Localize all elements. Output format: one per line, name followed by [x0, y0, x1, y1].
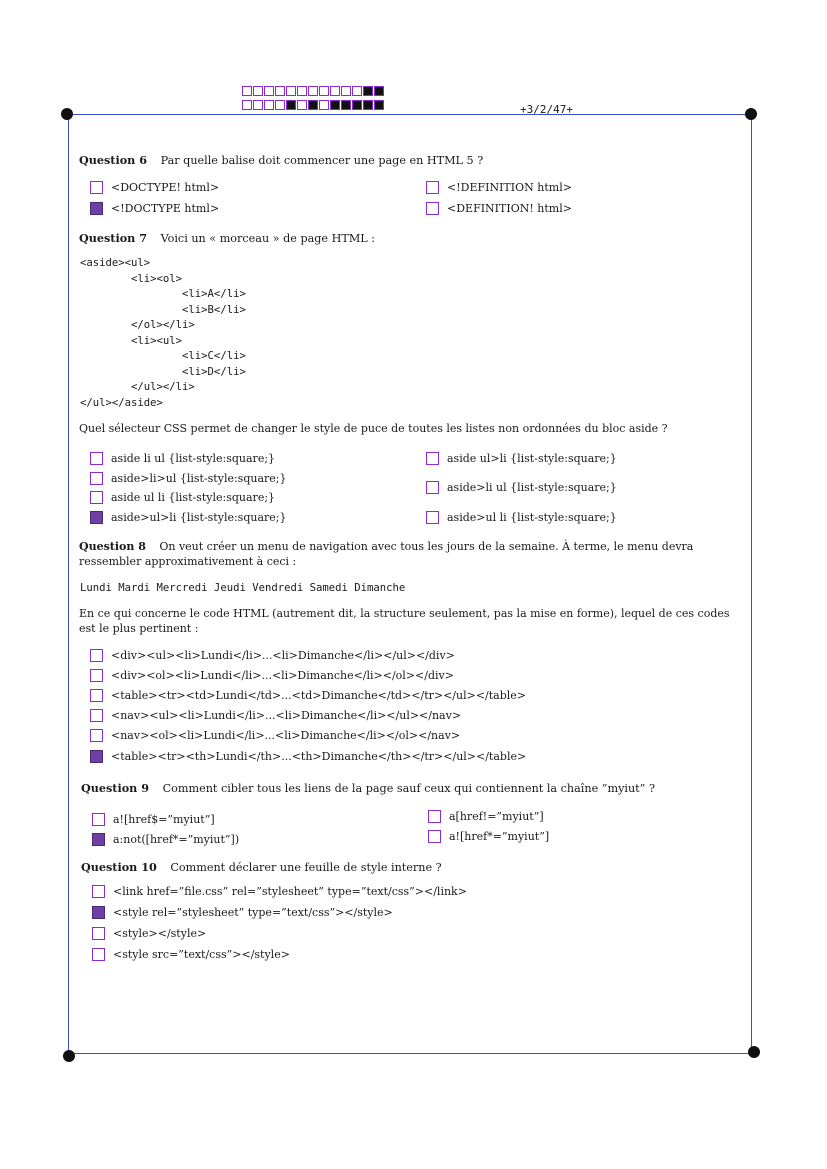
choice-item[interactable] [92, 948, 290, 961]
checkbox[interactable] [90, 649, 103, 662]
choice-item[interactable] [92, 833, 239, 846]
choice-item[interactable] [426, 202, 572, 215]
choice-label: aside>ul>li {list-style:square;} [111, 511, 287, 524]
checkbox[interactable] [90, 729, 103, 742]
checkbox[interactable] [426, 452, 439, 465]
question-label: Question 9 [81, 781, 149, 795]
barcode-cell [297, 86, 307, 96]
barcode-cell [253, 100, 263, 110]
question-text: Comment déclarer une feuille de style interne ? [170, 861, 442, 874]
question-text: Comment cibler tous les liens de la page sauf ceux qui contiennent la chaîne ”myiut” ? [162, 782, 655, 795]
checkbox[interactable] [90, 181, 103, 194]
choice-item[interactable] [90, 649, 455, 662]
checkbox[interactable] [90, 202, 103, 215]
checkbox[interactable] [90, 472, 103, 485]
choice-label: <!DOCTYPE html> [111, 202, 220, 215]
choice-label: aside>ul li {list-style:square;} [447, 511, 617, 524]
barcode-cell [319, 100, 329, 110]
question-text: Par quelle balise doit commencer une page en HTML 5 ? [160, 154, 484, 167]
choice-item[interactable] [92, 885, 467, 898]
choice-item[interactable] [90, 202, 219, 215]
barcode-row [242, 100, 385, 112]
barcode-cell [242, 86, 252, 96]
choice-item[interactable] [426, 481, 617, 494]
checkbox[interactable] [90, 689, 103, 702]
checkbox[interactable] [90, 511, 103, 524]
choice-label: <style src=”text/css”></style> [113, 948, 290, 961]
corner-mark [63, 1050, 75, 1062]
choice-label: <div><ol><li>Lundi</li>...<li>Dimanche</li></ol></div> [111, 669, 454, 682]
barcode-cell [308, 86, 318, 96]
barcode-cell [242, 100, 252, 110]
checkbox[interactable] [90, 709, 103, 722]
barcode-cell [253, 86, 263, 96]
barcode-cell [341, 100, 351, 110]
choice-item[interactable] [426, 511, 617, 524]
menu-sample: Lundi Mardi Mercredi Jeudi Vendredi Samedi Dimanche [80, 582, 406, 594]
checkbox[interactable] [92, 948, 105, 961]
question-text: Voici un « morceau » de page HTML : [160, 232, 376, 245]
choice-label: <link href=”file.css” rel=”stylesheet” type=”text/css”></link> [113, 885, 467, 898]
barcode-cell [352, 100, 362, 110]
choice-label: aside ul>li {list-style:square;} [447, 452, 617, 465]
choice-label: <style></style> [113, 927, 207, 940]
barcode-cell [264, 100, 274, 110]
question-prompt: Quel sélecteur CSS permet de changer le style de puce de toutes les listes non ordonnées du bloc aside ? [79, 422, 668, 435]
barcode-cell [275, 100, 285, 110]
question-prompt: En ce qui concerne le code HTML (autrement dit, la structure seulement, pas la mise en forme), lequel de ces codes est le plus pertinent : [79, 607, 730, 635]
choice-item[interactable] [90, 452, 275, 465]
choice-label: <div><ul><li>Lundi</li>...<li>Dimanche</li></ul></div> [111, 649, 455, 662]
choice-item[interactable] [90, 181, 219, 194]
choice-item[interactable] [90, 750, 526, 763]
checkbox[interactable] [90, 669, 103, 682]
question-9 [81, 781, 655, 795]
page-id: +3/2/47+ [520, 103, 573, 116]
choice-label: <DOCTYPE! html> [111, 181, 220, 194]
checkbox[interactable] [426, 202, 439, 215]
checkbox[interactable] [428, 810, 441, 823]
barcode-cell [286, 100, 296, 110]
checkbox[interactable] [426, 181, 439, 194]
checkbox[interactable] [92, 885, 105, 898]
checkbox[interactable] [428, 830, 441, 843]
choice-item[interactable] [92, 813, 215, 826]
choice-label: aside li ul {list-style:square;} [111, 452, 276, 465]
choice-label: a![href*=”myiut”] [449, 830, 550, 843]
barcode-cell [286, 86, 296, 96]
corner-mark [745, 108, 757, 120]
corner-mark [748, 1046, 760, 1058]
barcode-cell [308, 100, 318, 110]
choice-item[interactable] [90, 491, 275, 504]
question-text: On veut créer un menu de navigation avec tous les jours de la semaine. À terme, le menu devra ressembler approximativement à ceci : [79, 540, 694, 568]
choice-item[interactable] [90, 689, 526, 702]
checkbox[interactable] [90, 452, 103, 465]
checkbox[interactable] [92, 927, 105, 940]
barcode-cell [275, 86, 285, 96]
checkbox[interactable] [92, 833, 105, 846]
choice-item[interactable] [92, 927, 206, 940]
question-6 [79, 153, 483, 167]
barcode-row [242, 86, 385, 98]
choice-label: a![href$=”myiut”] [113, 813, 215, 826]
choice-label: <!DEFINITION html> [447, 181, 572, 194]
barcode-cell [374, 100, 384, 110]
choice-label: aside>li ul {list-style:square;} [447, 481, 617, 494]
barcode-cell [363, 100, 373, 110]
checkbox[interactable] [90, 491, 103, 504]
checkbox[interactable] [426, 511, 439, 524]
barcode [242, 86, 385, 114]
barcode-cell [319, 86, 329, 96]
checkbox[interactable] [90, 750, 103, 763]
choice-item[interactable] [90, 669, 454, 682]
barcode-cell [330, 100, 340, 110]
question-label: Question 8 [79, 540, 146, 553]
choice-item[interactable] [92, 906, 393, 919]
choice-item[interactable] [426, 452, 617, 465]
question-10 [81, 860, 442, 874]
choice-item[interactable] [426, 181, 572, 194]
choice-label: <style rel=”stylesheet” type=”text/css”></style> [113, 906, 393, 919]
barcode-cell [374, 86, 384, 96]
choice-label: <DEFINITION! html> [447, 202, 572, 215]
choice-label: <nav><ul><li>Lundi</li>...<li>Dimanche</li></ul></nav> [111, 709, 462, 722]
choice-label: <table><tr><td>Lundi</td>...<td>Dimanche</td></tr></ul></table> [111, 689, 527, 702]
choice-label: aside ul li {list-style:square;} [111, 491, 276, 504]
checkbox[interactable] [426, 481, 439, 494]
barcode-cell [264, 86, 274, 96]
barcode-cell [363, 86, 373, 96]
choice-item[interactable] [428, 830, 549, 843]
choice-item[interactable] [90, 511, 286, 524]
barcode-cell [297, 100, 307, 110]
barcode-cell [341, 86, 351, 96]
question-7 [79, 231, 375, 245]
barcode-cell [352, 86, 362, 96]
corner-mark [61, 108, 73, 120]
choice-label: <table><tr><th>Lundi</th>...<th>Dimanche</th></tr></ul></table> [111, 750, 527, 763]
checkbox[interactable] [92, 906, 105, 919]
question-8 [79, 539, 743, 569]
choice-item[interactable] [90, 709, 461, 722]
code-snippet: <aside><ul> <li><ol> <li>A</li> <li>B</li> </ol></li> <li><ul> <li>C</li> <li>D</li> </ul></li> </ul></aside> [80, 257, 246, 409]
barcode-cell [330, 86, 340, 96]
question-label: Question 10 [81, 860, 157, 874]
choice-item[interactable] [90, 729, 460, 742]
choice-item[interactable] [90, 472, 286, 485]
choice-label: <nav><ol><li>Lundi</li>...<li>Dimanche</li></ol></nav> [111, 729, 461, 742]
checkbox[interactable] [92, 813, 105, 826]
choice-label: a:not([href*=”myiut”]) [113, 833, 240, 846]
choice-label: a[href!=”myiut”] [449, 810, 544, 823]
question-label: Question 6 [79, 153, 147, 167]
choice-label: aside>li>ul {list-style:square;} [111, 472, 287, 485]
choice-item[interactable] [428, 810, 544, 823]
question-label: Question 7 [79, 231, 147, 245]
